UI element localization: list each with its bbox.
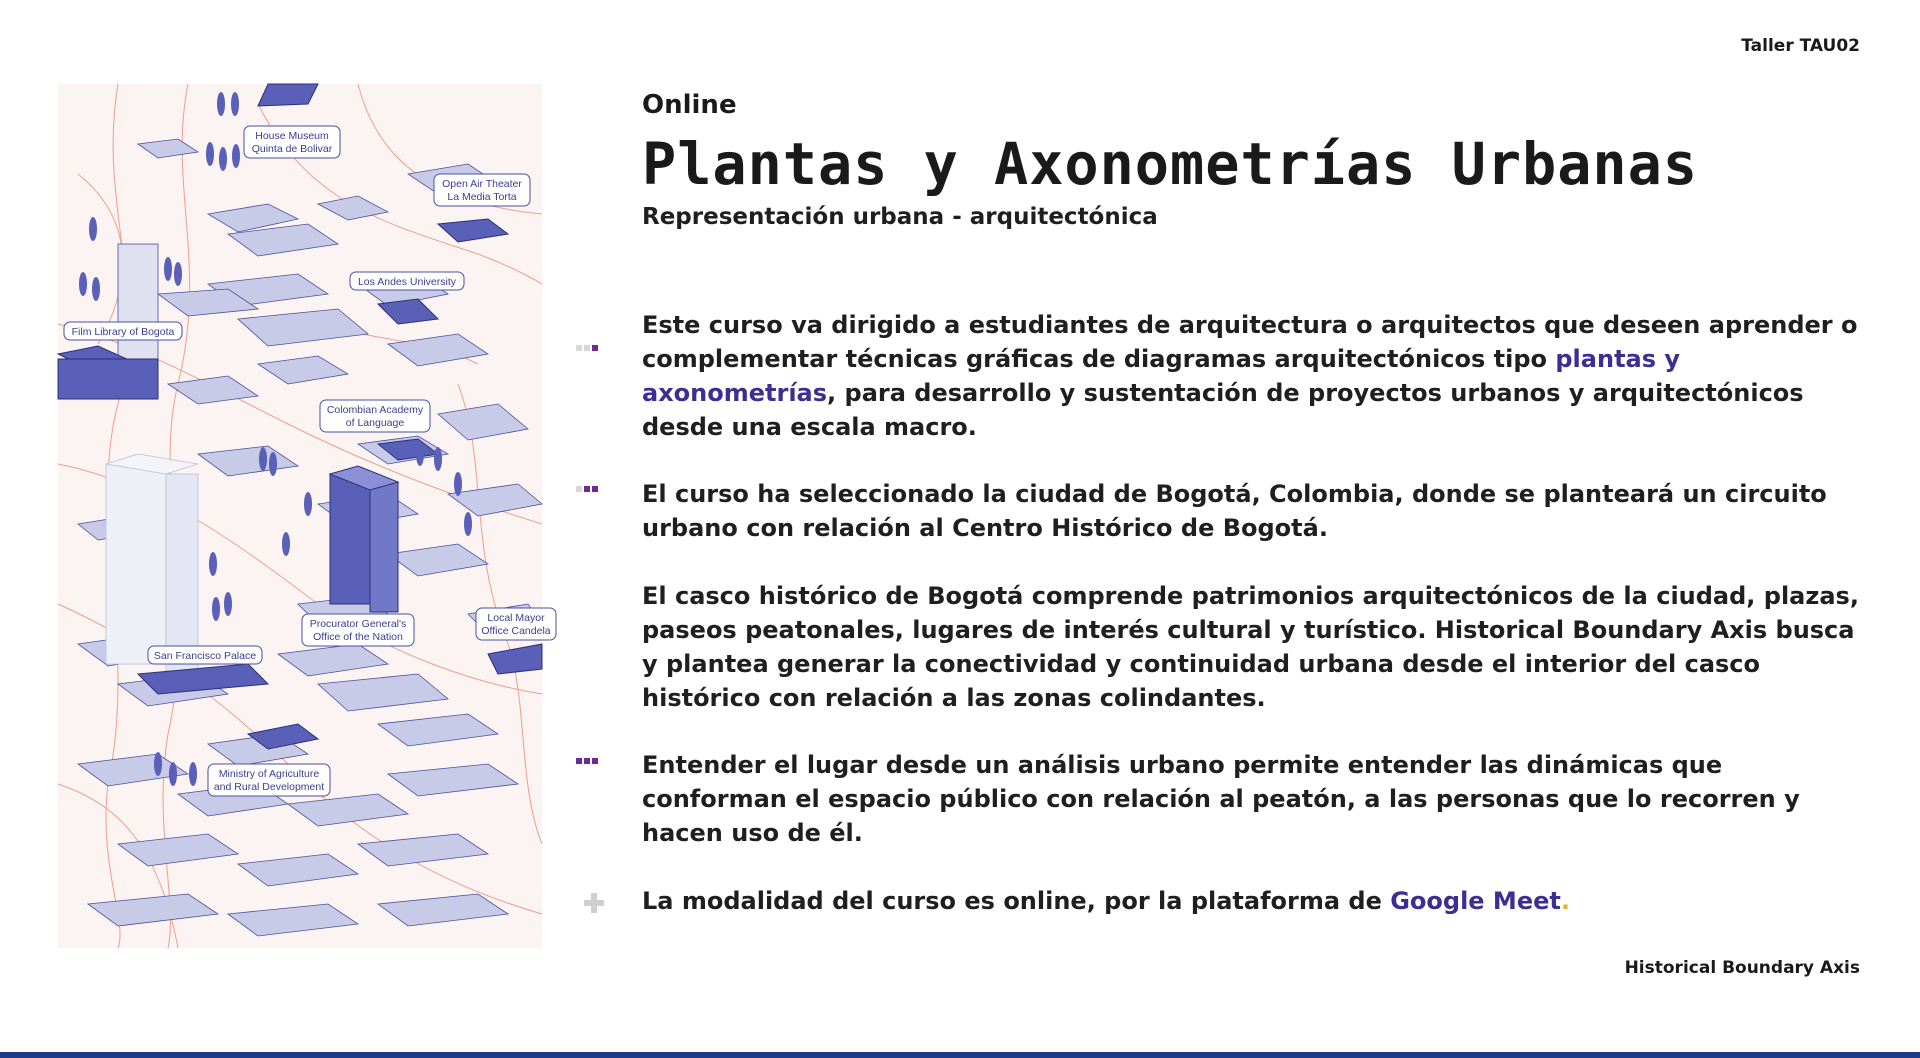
label-open-air-line2: La Media Torta [447, 191, 517, 203]
axonometric-map-illustration [58, 84, 551, 948]
label-ministry-line1: Ministry of Agriculture [218, 768, 320, 780]
bullet-marker-1 [576, 345, 598, 351]
footer-bar [0, 1052, 1920, 1058]
label-san-francisco [148, 646, 262, 664]
map-svg [58, 84, 551, 948]
label-house-museum [244, 126, 340, 158]
project-name-label: Historical Boundary Axis [1624, 958, 1860, 978]
label-procurator-line1: Procurator General's [309, 618, 407, 630]
course-code-label: Taller TAU02 [1741, 36, 1860, 56]
plus-icon [584, 893, 604, 913]
label-academy-line2: of Language [345, 417, 405, 429]
label-san-francisco-text: San Francisco Palace [153, 650, 257, 662]
paragraph-modality: La modalidad del curso es online, por la plataforma de Google Meet. [642, 887, 1570, 915]
label-ministry-line2: and Rural Development [213, 781, 325, 793]
page-subtitle: Representación urbana - arquitectónica [642, 204, 1158, 230]
label-los-andes [350, 272, 464, 290]
label-procurator-line2: Office of the Nation [313, 631, 403, 643]
paragraph-historic-center: El casco histórico de Bogotá comprende patrimonios arquitectónicos de la ciudad, plazas, paseos peatonales, lugares de interés cultural y turístico. Historical Boundary Axis busca y plantea generar la conectividad y continuidad urbana desde el interior del casco histórico con relación a las zonas colindantes. [642, 582, 1859, 712]
label-colombian-academy [320, 400, 430, 432]
page-title: Plantas y Axonometrías Urbanas [642, 130, 1699, 198]
highlight-plantas-axonometrias: plantas y axonometrías [642, 345, 1681, 407]
label-open-air-line1: Open Air Theater [442, 178, 522, 190]
label-local-mayor-line2: Office Candela [481, 625, 551, 637]
course-header [642, 90, 1872, 230]
label-house-museum-line1: House Museum [255, 130, 329, 142]
bullet-marker-2 [576, 486, 598, 492]
label-house-museum-line2: Quinta de Bolivar [251, 143, 333, 155]
bullet-marker-3 [576, 758, 598, 764]
label-academy-line1: Colombian Academy [326, 404, 424, 416]
label-film-library [64, 322, 182, 340]
label-open-air-theater [434, 174, 530, 206]
modality-kicker: Online [642, 90, 737, 120]
label-local-mayor-line1: Local Mayor [487, 612, 545, 624]
google-meet-link[interactable]: Google Meet [1390, 887, 1561, 915]
label-ministry [208, 764, 330, 796]
paragraph-urban-analysis: Entender el lugar desde un análisis urbano permite entender las dinámicas que conforman el espacio público con relación al peatón, a las personas que lo recorren y hacen uso de él. [642, 751, 1800, 847]
label-local-mayor [476, 608, 556, 640]
paragraph-city-selection: El curso ha seleccionado la ciudad de Bogotá, Colombia, donde se planteará un circuito urbano con relación al Centro Histórico de Bogotá. [642, 480, 1827, 542]
label-procurator [302, 614, 414, 646]
label-film-library-text: Film Library of Bogota [71, 326, 175, 338]
label-los-andes-text: Los Andes University [357, 276, 457, 288]
paragraph-audience: Este curso va dirigido a estudiantes de arquitectura o arquitectos que deseen aprender o complementar técnicas gráficas de diagramas arquitectónicos tipo plantas y axonometrías, para desarrollo y sustentación de proyectos urbanos y arquitectónicos desde una escala macro. [642, 311, 1858, 441]
